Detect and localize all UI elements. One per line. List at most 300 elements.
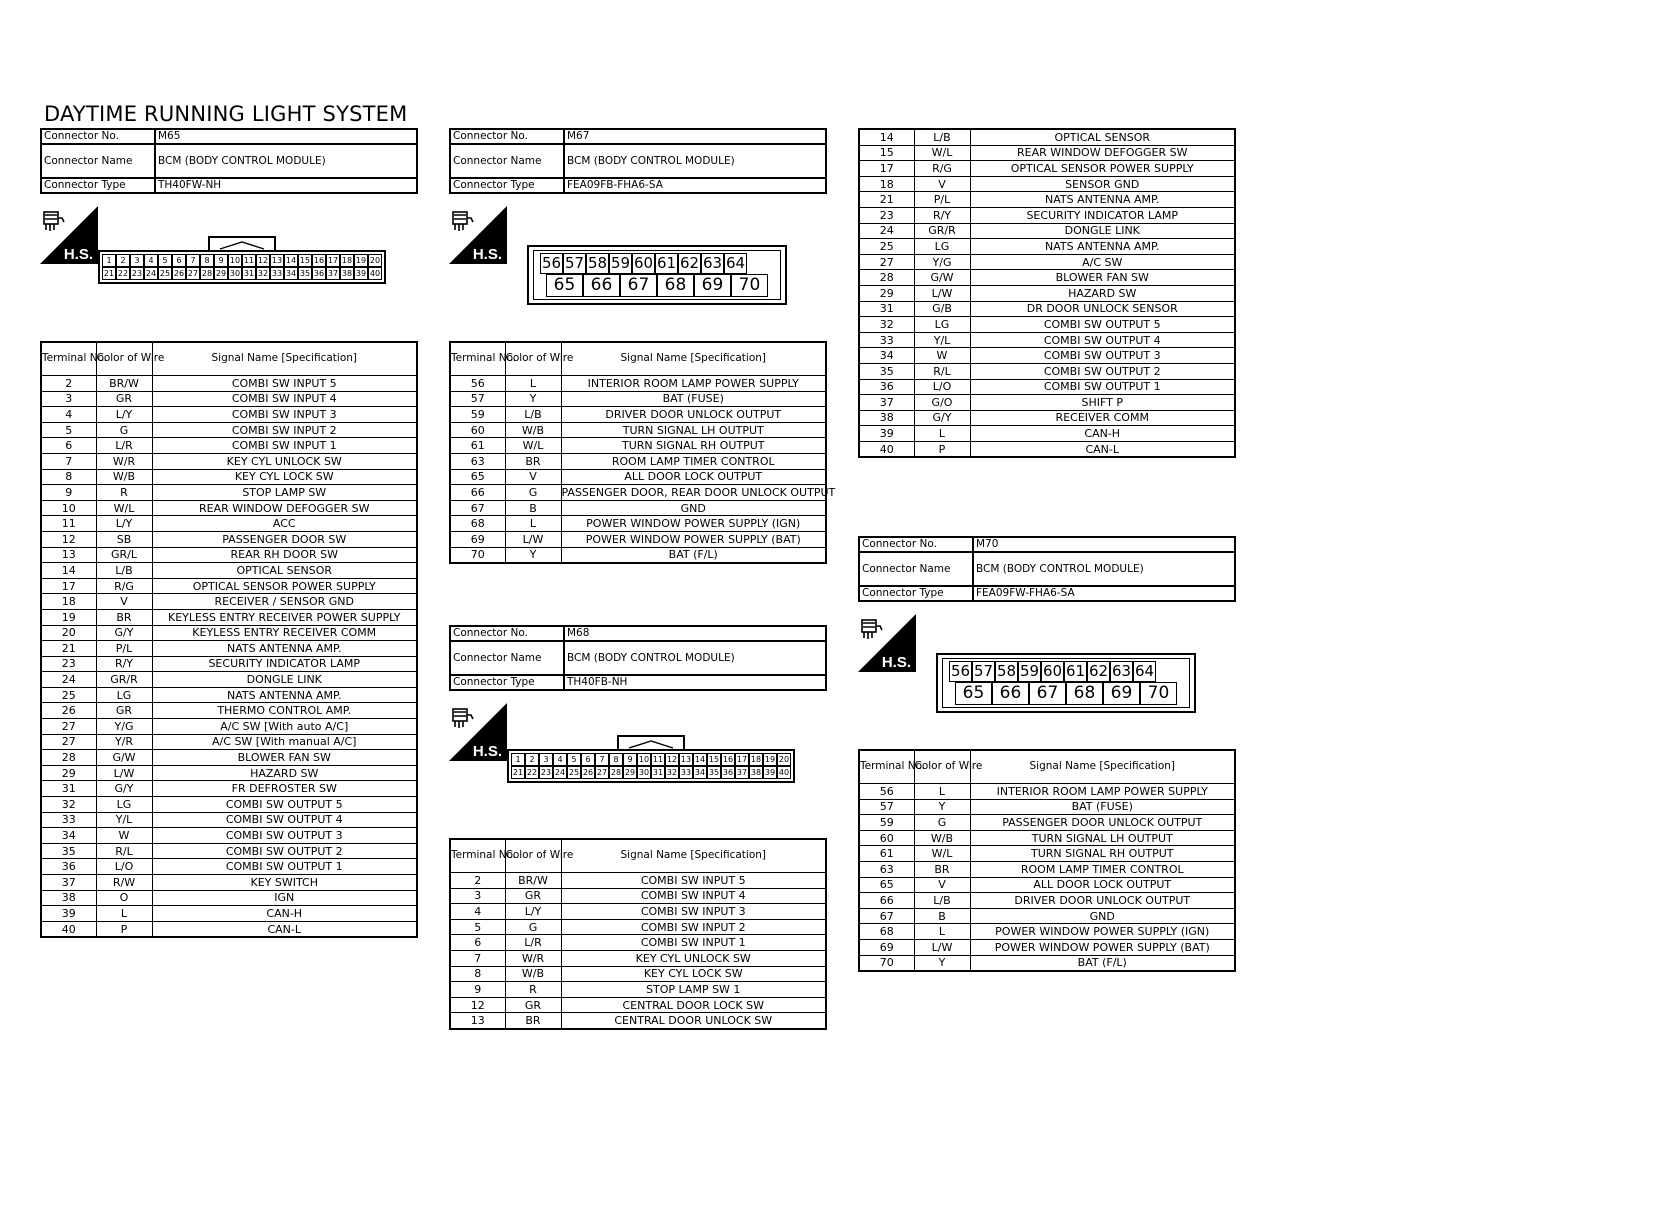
terminal-table-m68-continued: [858, 128, 1236, 458]
wire-color: L/W: [505, 531, 561, 547]
connector-pin: 67: [1029, 682, 1066, 705]
wire-color: V: [914, 176, 970, 192]
terminal-no: 34: [41, 828, 96, 844]
terminal-no: 4: [450, 904, 505, 920]
connector-pin: 20: [778, 755, 790, 764]
table-row: [859, 176, 1235, 192]
signal-name: DRIVER DOOR UNLOCK OUTPUT: [970, 893, 1235, 909]
wire-color: W/B: [96, 469, 152, 485]
terminal-no: 29: [859, 285, 914, 301]
table-row: [41, 641, 417, 657]
connector-pin: 15: [708, 755, 720, 764]
table-row: [450, 376, 826, 392]
signal-name: KEYLESS ENTRY RECEIVER COMM: [152, 625, 417, 641]
wire-color: R/L: [96, 843, 152, 859]
signal-name: A/C SW [With auto A/C]: [152, 719, 417, 735]
signal-name: COMBI SW INPUT 3: [152, 407, 417, 423]
signal-name: BAT (F/L): [970, 955, 1235, 971]
table-row: [859, 223, 1235, 239]
connector-type-label: Connector Type: [450, 178, 564, 193]
wire-color: V: [914, 877, 970, 893]
connector-pin: 68: [1066, 682, 1103, 705]
connector-pin: 23: [131, 269, 143, 278]
wire-color: W/L: [505, 438, 561, 454]
signal-name: OPTICAL SENSOR: [152, 563, 417, 579]
connector-pin: 32: [666, 768, 678, 777]
table-row: [450, 453, 826, 469]
wire-color: R: [505, 982, 561, 998]
connector-pin: 70: [731, 274, 768, 297]
terminal-no: 69: [450, 531, 505, 547]
connector-type-label: Connector Type: [859, 586, 973, 601]
table-row: [859, 924, 1235, 940]
wire-color: SB: [96, 531, 152, 547]
table-row: [41, 781, 417, 797]
wire-color: L/O: [914, 379, 970, 395]
col-color-header: Color of Wire: [505, 342, 561, 376]
terminal-no: 12: [41, 531, 96, 547]
connector-pin: 18: [750, 755, 762, 764]
table-row: [859, 301, 1235, 317]
connector-pin: 35: [299, 269, 311, 278]
terminal-no: 32: [41, 797, 96, 813]
signal-name: BAT (FUSE): [970, 799, 1235, 815]
wire-color: P/L: [96, 641, 152, 657]
terminal-no: 69: [859, 939, 914, 955]
terminal-no: 56: [859, 784, 914, 800]
wire-color: Y/L: [914, 332, 970, 348]
wire-color: R/Y: [96, 656, 152, 672]
signal-name: COMBI SW OUTPUT 1: [970, 379, 1235, 395]
terminal-no: 6: [450, 935, 505, 951]
connector-pin: 24: [145, 269, 157, 278]
wire-color: L/Y: [96, 407, 152, 423]
connector-pin: 5: [158, 254, 172, 267]
connector-pin: 16: [722, 755, 734, 764]
table-row: [41, 438, 417, 454]
connector-name-label: Connector Name: [41, 144, 155, 178]
signal-name: COMBI SW OUTPUT 2: [152, 843, 417, 859]
wire-color: L/W: [96, 765, 152, 781]
connector-pin: 35: [708, 768, 720, 777]
terminal-no: 21: [41, 641, 96, 657]
connector-type-value: FEA09FB-FHA6-SA: [564, 178, 826, 193]
terminal-no: 21: [859, 192, 914, 208]
connector-pin: 2: [116, 254, 130, 267]
connector-pin: 66: [992, 682, 1029, 705]
signal-name: KEY CYL LOCK SW: [561, 966, 826, 982]
terminal-no: 4: [41, 407, 96, 423]
signal-name: TURN SIGNAL RH OUTPUT: [561, 438, 826, 454]
terminal-no: 38: [41, 890, 96, 906]
connector-pin: 19: [355, 256, 367, 265]
wire-color: L: [96, 906, 152, 922]
terminal-no: 34: [859, 348, 914, 364]
connector-name-value: BCM (BODY CONTROL MODULE): [973, 552, 1235, 586]
signal-name: BLOWER FAN SW: [970, 270, 1235, 286]
terminal-no: 57: [859, 799, 914, 815]
table-row: [41, 797, 417, 813]
wire-color: G/Y: [96, 625, 152, 641]
table-row: [41, 828, 417, 844]
terminal-no: 67: [859, 908, 914, 924]
connector-no-label: Connector No.: [450, 129, 564, 144]
signal-name: PASSENGER DOOR SW: [152, 531, 417, 547]
connector-name-value: BCM (BODY CONTROL MODULE): [564, 641, 826, 675]
connector-name-value: BCM (BODY CONTROL MODULE): [564, 144, 826, 178]
table-row: [41, 843, 417, 859]
connector-pin: 69: [694, 274, 731, 297]
wire-color: L: [505, 376, 561, 392]
terminal-no: 28: [859, 270, 914, 286]
table-row: [41, 594, 417, 610]
connector-pin: 61: [656, 254, 677, 272]
table-row: [41, 376, 417, 392]
signal-name: HAZARD SW: [152, 765, 417, 781]
terminal-no: 2: [41, 376, 96, 392]
wire-color: P: [96, 921, 152, 937]
wire-color: L/B: [96, 563, 152, 579]
table-row: [450, 966, 826, 982]
col-signal-header: Signal Name [Specification]: [152, 342, 417, 376]
wire-color: BR/W: [505, 873, 561, 889]
wire-color: BR: [914, 861, 970, 877]
hs-label: H.S.: [63, 246, 93, 263]
wire-color: W/L: [96, 500, 152, 516]
connector-pin: 57: [564, 254, 585, 272]
table-row: [41, 921, 417, 937]
terminal-no: 61: [450, 438, 505, 454]
table-row: [859, 363, 1235, 379]
connector-pin: 29: [624, 768, 636, 777]
signal-name: DONGLE LINK: [970, 223, 1235, 239]
wire-color: BR: [505, 1013, 561, 1029]
connector-type-value: FEA09FW-FHA6-SA: [973, 586, 1235, 601]
terminal-no: 13: [450, 1013, 505, 1029]
connector-info-m70: [858, 536, 1236, 602]
terminal-table-m67: [449, 341, 836, 564]
connector-type-value: TH40FW-NH: [155, 178, 417, 193]
signal-name: SECURITY INDICATOR LAMP: [152, 656, 417, 672]
terminal-no: 24: [41, 672, 96, 688]
table-row: [859, 348, 1235, 364]
terminal-table-m65: [40, 341, 418, 938]
connector-no-value: M65: [155, 129, 417, 144]
wire-color: V: [96, 594, 152, 610]
connector-pin: 1: [511, 753, 525, 766]
table-row: [41, 407, 417, 423]
connector-face-m67: [527, 245, 787, 305]
wire-color: Y: [914, 799, 970, 815]
table-row: [41, 875, 417, 891]
col-terminal-header: Terminal No.: [450, 839, 505, 873]
terminal-no: 5: [41, 422, 96, 438]
table-row: [450, 407, 826, 423]
wire-color: L/B: [914, 893, 970, 909]
signal-name: CAN-L: [152, 921, 417, 937]
signal-name: OPTICAL SENSOR POWER SUPPLY: [970, 161, 1235, 177]
table-row: [859, 239, 1235, 255]
wire-color: LG: [914, 317, 970, 333]
connector-pin: 26: [173, 269, 185, 278]
connector-pin: 32: [257, 269, 269, 278]
connector-pin: 24: [554, 768, 566, 777]
connector-pin: 28: [610, 768, 622, 777]
table-row: [859, 332, 1235, 348]
table-row: [450, 873, 826, 889]
connector-pin: 13: [271, 256, 283, 265]
connector-pin: 13: [680, 755, 692, 764]
connector-pin: 3: [539, 753, 553, 766]
connector-pin: 60: [633, 254, 654, 272]
col-signal-header: Signal Name [Specification]: [970, 750, 1235, 784]
table-row: [41, 859, 417, 875]
connector-pin: 4: [553, 753, 567, 766]
signal-name: COMBI SW INPUT 5: [152, 376, 417, 392]
signal-name: TURN SIGNAL LH OUTPUT: [970, 830, 1235, 846]
terminal-no: 40: [41, 921, 96, 937]
col-color-header: Color of Wire: [96, 342, 152, 376]
signal-name: INTERIOR ROOM LAMP POWER SUPPLY: [561, 376, 826, 392]
signal-name: RECEIVER / SENSOR GND: [152, 594, 417, 610]
table-row: [450, 422, 826, 438]
terminal-no: 15: [859, 145, 914, 161]
connector-pin: 62: [1088, 662, 1109, 680]
connector-no-value: M68: [564, 626, 826, 641]
wire-color: W/B: [505, 422, 561, 438]
table-row: [41, 719, 417, 735]
connector-pin: 22: [526, 768, 538, 777]
connector-name-label: Connector Name: [859, 552, 973, 586]
col-terminal-header: Terminal No.: [41, 342, 96, 376]
connector-pin: 5: [567, 753, 581, 766]
table-row: [41, 453, 417, 469]
connector-pin: 1: [102, 254, 116, 267]
connector-pin: 33: [680, 768, 692, 777]
wire-color: P/L: [914, 192, 970, 208]
connector-pin: 10: [638, 755, 650, 764]
wire-color: Y/G: [96, 719, 152, 735]
terminal-no: 35: [859, 363, 914, 379]
wire-color: GR: [96, 703, 152, 719]
table-row: [450, 516, 826, 532]
connector-pin: 69: [1103, 682, 1140, 705]
table-row: [41, 656, 417, 672]
table-row: [450, 500, 826, 516]
connector-pin: 12: [257, 256, 269, 265]
terminal-no: 18: [41, 594, 96, 610]
signal-name: COMBI SW OUTPUT 1: [152, 859, 417, 875]
wire-color: W/L: [914, 846, 970, 862]
connector-pin: 33: [271, 269, 283, 278]
signal-name: INTERIOR ROOM LAMP POWER SUPPLY: [970, 784, 1235, 800]
connector-pin: 2: [525, 753, 539, 766]
terminal-no: 28: [41, 750, 96, 766]
connector-pin: 38: [750, 768, 762, 777]
connector-pin: 25: [568, 768, 580, 777]
terminal-no: 65: [859, 877, 914, 893]
connector-pin: 25: [159, 269, 171, 278]
table-row: [859, 161, 1235, 177]
terminal-no: 57: [450, 391, 505, 407]
wire-color: G/Y: [96, 781, 152, 797]
wire-color: BR: [96, 609, 152, 625]
terminal-no: 25: [41, 687, 96, 703]
connector-pin: 58: [996, 662, 1017, 680]
connector-pin: 22: [117, 269, 129, 278]
table-row: [41, 703, 417, 719]
wire-color: G/O: [914, 395, 970, 411]
table-row: [41, 734, 417, 750]
signal-name: POWER WINDOW POWER SUPPLY (BAT): [561, 531, 826, 547]
signal-name: GND: [970, 908, 1235, 924]
signal-name: REAR RH DOOR SW: [152, 547, 417, 563]
table-row: [41, 563, 417, 579]
signal-name: KEY CYL LOCK SW: [152, 469, 417, 485]
connector-pin: 9: [623, 753, 637, 766]
wire-color: G: [505, 919, 561, 935]
signal-name: GND: [561, 500, 826, 516]
connector-pin: 14: [694, 755, 706, 764]
connector-type-value: TH40FB-NH: [564, 675, 826, 690]
connector-info-m65: [40, 128, 418, 194]
table-row: [859, 254, 1235, 270]
connector-pin: 66: [583, 274, 620, 297]
wire-color: LG: [96, 797, 152, 813]
terminal-no: 6: [41, 438, 96, 454]
table-row: [450, 950, 826, 966]
connector-pin: 30: [229, 269, 241, 278]
table-row: [450, 1013, 826, 1029]
table-row: [859, 270, 1235, 286]
connector-pin: 17: [736, 755, 748, 764]
signal-name: REAR WINDOW DEFOGGER SW: [152, 500, 417, 516]
terminal-no: 39: [41, 906, 96, 922]
wire-color: Y/R: [96, 734, 152, 750]
table-row: [859, 955, 1235, 971]
table-row: [41, 578, 417, 594]
connector-pin: 11: [243, 256, 255, 265]
wire-color: L/R: [505, 935, 561, 951]
terminal-no: 18: [859, 176, 914, 192]
connector-type-label: Connector Type: [450, 675, 564, 690]
wire-color: L/Y: [505, 904, 561, 920]
terminal-no: 65: [450, 469, 505, 485]
signal-name: COMBI SW OUTPUT 4: [152, 812, 417, 828]
signal-name: IGN: [152, 890, 417, 906]
terminal-no: 23: [41, 656, 96, 672]
terminal-no: 3: [41, 391, 96, 407]
connector-pin: 67: [620, 274, 657, 297]
connector-pin: 39: [355, 269, 367, 278]
wire-color: L/Y: [96, 516, 152, 532]
terminal-no: 9: [450, 982, 505, 998]
signal-name: ACC: [152, 516, 417, 532]
signal-name: NATS ANTENNA AMP.: [152, 641, 417, 657]
table-row: [859, 846, 1235, 862]
connector-pin: 29: [215, 269, 227, 278]
terminal-no: 40: [859, 441, 914, 457]
wire-color: G: [505, 485, 561, 501]
harness-side-icon: [40, 206, 98, 264]
wire-color: V: [505, 469, 561, 485]
hs-label: H.S.: [472, 246, 502, 263]
col-color-header: Color of Wire: [914, 750, 970, 784]
connector-face-m68: [507, 749, 795, 783]
connector-pin: 37: [736, 768, 748, 777]
table-row: [41, 547, 417, 563]
signal-name: BLOWER FAN SW: [152, 750, 417, 766]
table-row: [41, 812, 417, 828]
connector-pin: 14: [285, 256, 297, 265]
wire-color: L: [505, 516, 561, 532]
terminal-no: 14: [41, 563, 96, 579]
connector-name-value: BCM (BODY CONTROL MODULE): [155, 144, 417, 178]
wire-color: LG: [914, 239, 970, 255]
connector-pin: 7: [186, 254, 200, 267]
wire-color: G/B: [914, 301, 970, 317]
wire-color: L/R: [96, 438, 152, 454]
wire-color: W/B: [505, 966, 561, 982]
connector-pin: 59: [1019, 662, 1040, 680]
connector-pin: 20: [369, 256, 381, 265]
wire-color: GR: [505, 888, 561, 904]
signal-name: COMBI SW INPUT 4: [152, 391, 417, 407]
table-row: [450, 904, 826, 920]
signal-name: DRIVER DOOR UNLOCK OUTPUT: [561, 407, 826, 423]
col-color-header: Color of Wire: [505, 839, 561, 873]
wire-color: Y: [505, 547, 561, 563]
terminal-no: 27: [41, 734, 96, 750]
table-row: [450, 391, 826, 407]
signal-name: ROOM LAMP TIMER CONTROL: [970, 861, 1235, 877]
connector-info-m67: [449, 128, 827, 194]
terminal-no: 10: [41, 500, 96, 516]
table-row: [859, 129, 1235, 145]
table-row: [450, 997, 826, 1013]
connector-pin: 39: [764, 768, 776, 777]
signal-name: OPTICAL SENSOR POWER SUPPLY: [152, 578, 417, 594]
wire-color: B: [914, 908, 970, 924]
signal-name: DONGLE LINK: [152, 672, 417, 688]
signal-name: POWER WINDOW POWER SUPPLY (BAT): [970, 939, 1235, 955]
wire-color: L/B: [914, 129, 970, 145]
terminal-no: 56: [450, 376, 505, 392]
terminal-no: 36: [41, 859, 96, 875]
terminal-no: 59: [859, 815, 914, 831]
signal-name: SHIFT P: [970, 395, 1235, 411]
connector-pin: 18: [341, 256, 353, 265]
connector-pin: 28: [201, 269, 213, 278]
wire-color: W/R: [96, 453, 152, 469]
table-row: [450, 982, 826, 998]
connector-pin: 40: [778, 768, 790, 777]
wire-color: G/W: [96, 750, 152, 766]
connector-pin: 7: [595, 753, 609, 766]
terminal-no: 70: [859, 955, 914, 971]
wire-color: R/W: [96, 875, 152, 891]
signal-name: RECEIVER COMM: [970, 410, 1235, 426]
wire-color: W/L: [914, 145, 970, 161]
wire-color: GR: [505, 997, 561, 1013]
wire-color: L/W: [914, 285, 970, 301]
wire-color: R: [96, 485, 152, 501]
table-row: [41, 500, 417, 516]
terminal-no: 23: [859, 207, 914, 223]
table-row: [859, 410, 1235, 426]
terminal-no: 63: [859, 861, 914, 877]
terminal-no: 8: [41, 469, 96, 485]
